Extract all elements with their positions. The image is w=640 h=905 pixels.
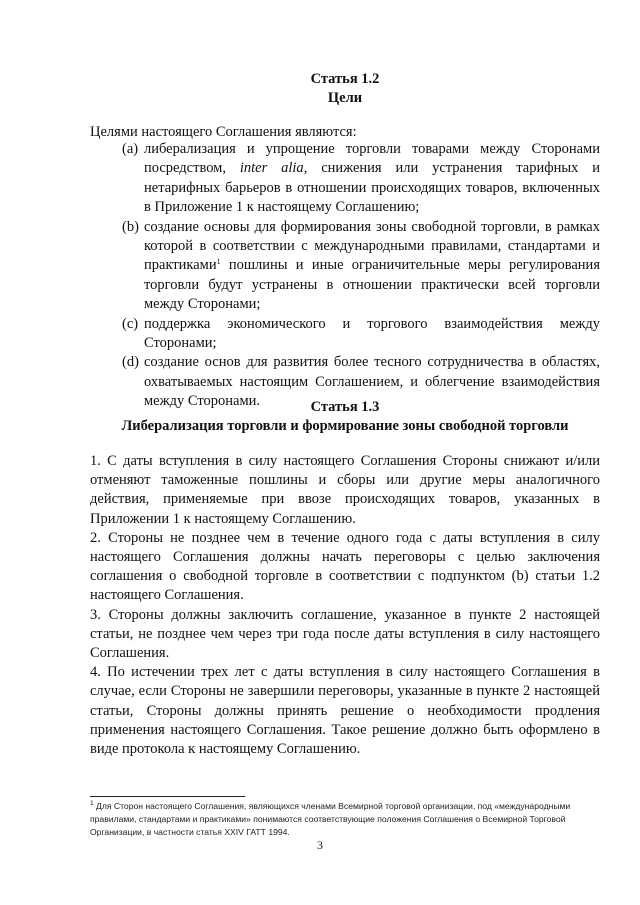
article-1-3-title: Либерализация торговли и формирование зоны свободной торговли <box>121 418 569 434</box>
page-number: 3 <box>317 838 323 852</box>
goal-item-a <box>122 140 600 218</box>
footnote-text: Для Сторон настоящего Соглашения, являющихся членами Всемирной торговой организации, под «международными правилами, стандартами и практиками» понимаются соответствующие положения Соглашения о Всемирной Торговой Организации, в частности статья XXIV ГАТТ 1994. <box>90 801 571 838</box>
goal-text-part: либерализация и упрощение торговли товарами между Сторонами посредством, <box>144 141 600 177</box>
goal-text: создание основ для развития более тесного сотрудничества в областях, охватываемых настоящим Соглашением, и облегчение взаимодействия между Сторонами. <box>144 354 600 410</box>
goals-intro: Целями настоящего Соглашения являются: <box>90 124 357 140</box>
goal-text-part: , снижения или устранения тарифных и нетарифных барьеров в отношении происходящих товаров, включенных в Приложение 1 к настоящему Соглашению; <box>144 160 600 216</box>
footnote <box>90 800 595 840</box>
goal-marker: (d) <box>122 354 139 371</box>
article-1-2-number: Статья 1.2 <box>310 71 380 87</box>
paragraph-3: 3. Стороны должны заключить соглашение, указанное в пункте 2 настоящей статьи, не позднее чем через три года после даты вступления в силу настоящего Соглашения. <box>90 606 600 662</box>
goal-marker: (c) <box>122 315 139 332</box>
goal-text: поддержка экономического и торгового взаимодействия между Сторонами; <box>144 315 600 352</box>
article-1-2-title: Цели <box>327 90 363 106</box>
goal-marker: (a) <box>122 141 139 157</box>
article-1-2-heading <box>90 70 600 108</box>
goal-text <box>144 140 600 218</box>
goal-text-part: создание основы для формирования зоны свободной торговли, в рамках которой в соответствии с международными правилами, стандартами и практиками <box>144 218 600 274</box>
footnote-reference[interactable]: 1 <box>216 257 221 267</box>
article-1-3-number: Статья 1.3 <box>310 399 380 415</box>
goal-item-b <box>122 218 600 315</box>
goals-list <box>122 140 600 412</box>
goal-text-italic: inter alia <box>239 160 304 177</box>
goal-marker: (b) <box>122 218 139 235</box>
footnote-divider <box>90 796 245 797</box>
paragraph-2: 2. Стороны не позднее чем в течение одного года с даты вступления в силу настоящего Соглашения должны начать переговоры с целью заключения соглашения о свободной торговле в соответствии с подпунктом (b) статьи 1.2 настоящего Соглашения. <box>90 529 600 604</box>
footnote-marker: 1 <box>90 800 94 807</box>
paragraph-4: 4. По истечении трех лет с даты вступления в силу настоящего Соглашения в случае, если Стороны не завершили переговоры, указанные в пункте 2 настоящей статьи, Стороны должны принять решение о необходимости продления применения настоящего Соглашения. Такое решение должно быть оформлено в виде протокола к настоящему Соглашению. <box>90 664 600 758</box>
article-1-3-body <box>90 452 600 759</box>
goal-text <box>144 218 600 315</box>
paragraph-1: 1. С даты вступления в силу настоящего Соглашения Стороны снижают и/или отменяют таможенные пошлины и сборы или другие меры аналогичного действия, применяемые при ввозе происходящих товаров, указанных в Приложении 1 к настоящему Соглашению. <box>90 453 600 527</box>
goal-text-part: пошлины и иные ограничительные меры регулирования торговли будут устранены в отношении практически всей торговли между Сторонами; <box>144 257 600 313</box>
article-1-3-heading <box>90 398 600 436</box>
goal-item-c <box>122 315 600 354</box>
